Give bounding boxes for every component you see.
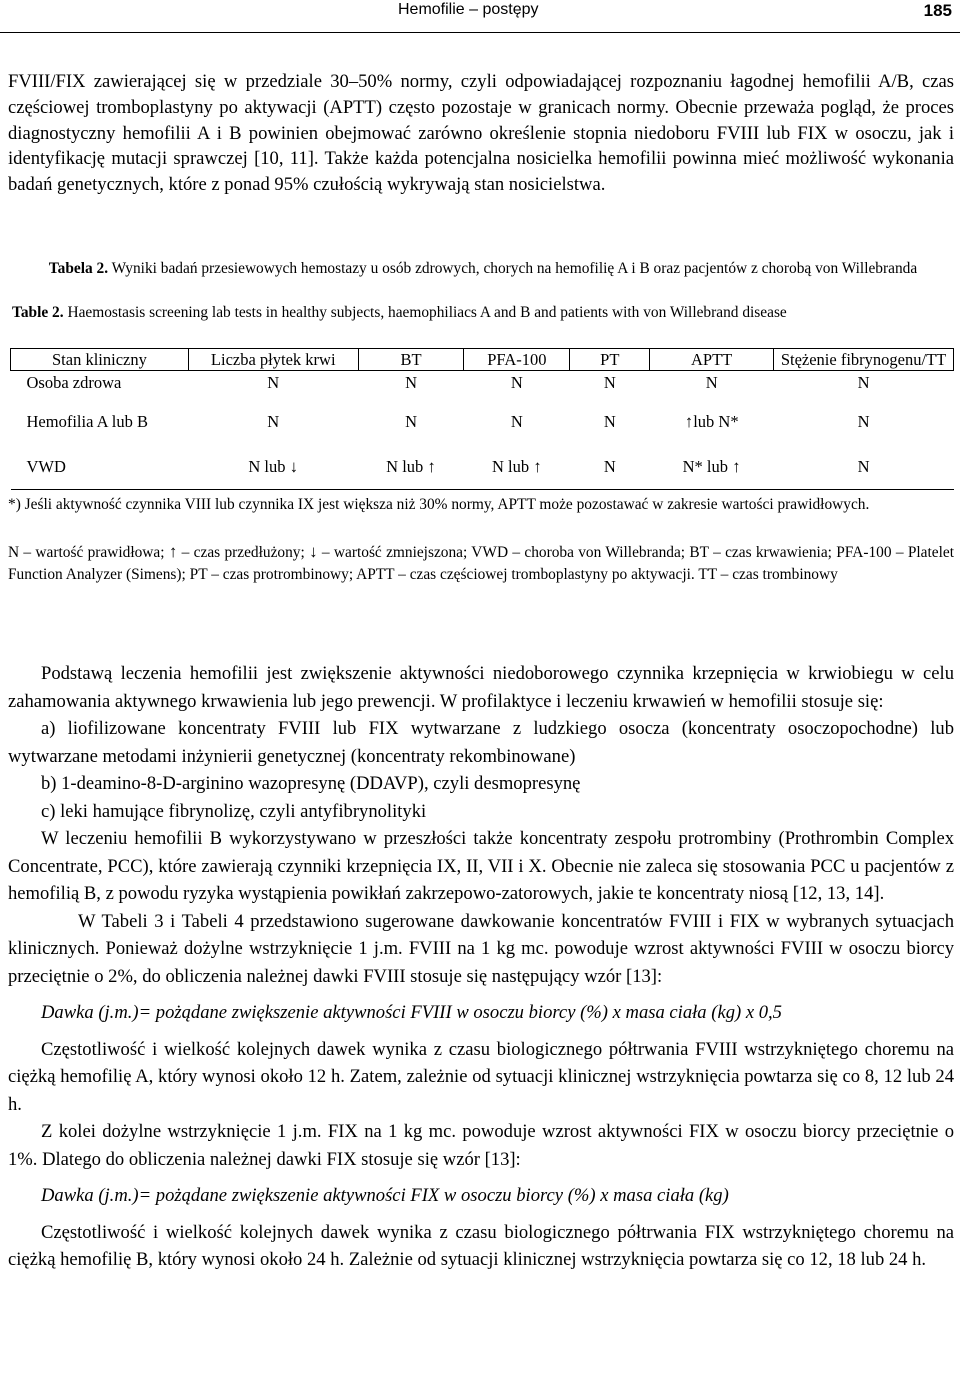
- table-cell: [774, 444, 954, 490]
- table-cell: [188, 399, 358, 444]
- cell-text: N: [405, 373, 417, 392]
- paragraph-treatment: Podstawą leczenia hemofilii jest zwiększenie aktywności niedoborowego czynnika krzepnięcia w krwiobiegu w celu zahamowania aktywnego krwawienia lub jego prewencji. W profilaktyce i leczeniu krwawień w hemofilii stosuje się:: [8, 663, 954, 712]
- main-body: [8, 660, 954, 1274]
- cell-text: N: [705, 373, 718, 392]
- table-legend: [8, 541, 954, 585]
- legend-text: N – wartość prawidłowa;: [8, 544, 169, 561]
- table-header-cell: PT: [570, 349, 650, 371]
- table-cell: [464, 399, 570, 444]
- legend-text: – wartość zmniejszona; VWD – choroba von Willebranda; BT – czas krwawienia; PFA-100 – Platelet Function Analyzer (Simens); PT – czas protrombinowy; APTT – czas częściowej tromboplastyny po aktywacji. TT – czas trombinowy: [8, 544, 954, 583]
- caption-label-en: Table 2.: [12, 304, 64, 321]
- table-cell: [650, 444, 774, 490]
- table-header-cell: Stan kliniczny: [11, 349, 189, 371]
- cell-text: N: [510, 411, 523, 431]
- cell-text: N: [510, 373, 523, 392]
- arrow-down-icon: ↓: [309, 542, 318, 561]
- table-cell: [464, 371, 570, 400]
- table-cell: [650, 371, 774, 400]
- page-number: 185: [923, 1, 952, 20]
- row-label: Hemofilia A lub B: [26, 411, 148, 431]
- arrow-down-icon: ↓: [289, 456, 299, 476]
- paragraph-fviii-frequency: Częstotliwość i wielkość kolejnych dawek wynika z czasu biologicznego półtrwania FVIII wstrzykniętego choremu na ciężką hemofilię A, który wynosi około 12 h. Zatem, zależnie od sytuacji klinicznej wstrzyknięcia powtarza się co 8, 12 lub 24 h.: [8, 1038, 954, 1115]
- cell-text: N: [603, 411, 616, 431]
- cell-text: N: [857, 456, 870, 476]
- arrow-up-icon: ↑: [684, 411, 694, 431]
- table-header-cell: Stężenie fibrynogenu/TT: [774, 349, 954, 371]
- table-header-cell: PFA-100: [464, 349, 570, 371]
- list-item-b: b) 1-deamino-8-D-arginino wazopresynę (DDAVP), czyli desmopresynę: [41, 773, 581, 794]
- cell-text: N: [603, 373, 616, 392]
- table-header-row: [11, 349, 954, 371]
- arrow-up-icon: ↑: [732, 456, 741, 476]
- formula-fix: Dawka (j.m.)= pożądane zwiększenie aktywności FIX w osoczu biorcy (%) x masa ciała (kg): [41, 1185, 729, 1206]
- cell-text: N lub: [386, 456, 428, 476]
- table-cell: [570, 399, 650, 444]
- table-cell: [358, 444, 464, 490]
- list-item-a: a) liofilizowane koncentraty FVIII lub FIX wytwarzane z ludzkiego osocza (koncentraty osoczopochodne) lub wytwarzane metodami inżynierii genetycznej (koncentraty rekombinowane): [8, 718, 954, 767]
- table-caption-en: [12, 303, 954, 323]
- hemostasis-table: [10, 348, 954, 490]
- table-cell: [774, 399, 954, 444]
- paragraph-intro: FVIII/FIX zawierającej się w przedziale 30–50% normy, czyli odpowiadającej rozpoznaniu łagodnej hemofilii A/B, czas częściowej tromboplastyny po aktywacji (APTT) często pozostaje w granicach normy. Obecnie przeważa pogląd, że proces diagnostyczny hemofilii A i B powinien obejmować zarówno określenie stopnia niedoboru FVIII lub FIX w osoczu, jak i identyfikację mutacji sprawczej [10, 11]. Także każda potencjalna nosicielka hemofilii powinna mieć możliwość wykonania badań genetycznych, które z ponad 95% czułością wykrywają stan nosicielstwa.: [8, 71, 954, 196]
- cell-text: N lub: [248, 456, 290, 476]
- paragraph-fix-frequency: Częstotliwość i wielkość kolejnych dawek wynika z czasu biologicznego półtrwania FIX wstrzykniętego choremu na ciężką hemofilię B, który wynosi około 24 h. Zależnie od sytuacji klinicznej wstrzyknięcia powtarza się co 12, 18 lub 24 h.: [8, 1221, 954, 1270]
- cell-text: N: [405, 411, 417, 431]
- table-header-cell: APTT: [650, 349, 774, 371]
- caption-label-pl: Tabela 2.: [48, 260, 109, 277]
- arrow-up-icon: ↑: [533, 456, 542, 476]
- cell-text: N lub: [492, 456, 534, 476]
- legend-text: – czas przedłużony;: [177, 544, 310, 561]
- caption-text-pl: Wyniki badań przesiewowych hemostazy u osób zdrowych, chorych na hemofilię A i B oraz pacjentów z chorobą von Willebranda: [108, 260, 918, 277]
- row-label: VWD: [11, 444, 189, 490]
- table-cell: [464, 444, 570, 490]
- cell-text: N* lub: [682, 456, 733, 476]
- paragraph-dosing: W Tabeli 3 i Tabeli 4 przedstawiono sugerowane dawkowanie koncentratów FVIII i FIX w wybranych sytuacjach klinicznych. Ponieważ dożylne wstrzyknięcie 1 j.m. FVIII na 1 kg mc. powoduje wzrost aktywności FVIII w osoczu biorcy przeciętnie o 2%, do obliczenia należnej dawki FVIII stosuje się następujący wzór [13]:: [8, 910, 954, 987]
- table-row: [11, 371, 954, 400]
- cell-text: N: [267, 411, 280, 431]
- table-caption-pl: [12, 259, 954, 279]
- cell-text: N: [857, 373, 870, 392]
- table-cell: [570, 444, 650, 490]
- table-header-cell: BT: [358, 349, 464, 371]
- table-row: [11, 444, 954, 490]
- paragraph-pcc: W leczeniu hemofilii B wykorzystywano w przeszłości także koncentraty zespołu protrombiny (Prothrombin Complex Concentrate, PCC), które zawierają czynniki krzepnięcia IX, II, VII i X. Obecnie nie zaleca się stosowania PCC u pacjentów z hemofilią B, z powodu ryzyka wystąpienia powikłań zakrzepowo-zatorowych, jakie te koncentraty niosą [12, 13, 14].: [8, 828, 954, 904]
- table-header-cell: Liczba płytek krwi: [188, 349, 358, 371]
- cell-text: N: [857, 411, 870, 431]
- formula-fviii: Dawka (j.m.)= pożądane zwiększenie aktywności FVIII w osoczu biorcy (%) x masa ciała (kg) x 0,5: [41, 1002, 782, 1023]
- row-label: Osoba zdrowa: [26, 373, 122, 392]
- table-row: [11, 399, 954, 444]
- header-rule: [0, 32, 960, 33]
- table-cell: [650, 399, 774, 444]
- cell-text: N: [603, 456, 616, 476]
- caption-text-en: Haemostasis screening lab tests in healthy subjects, haemophiliacs A and B and patients with von Willebrand disease: [63, 304, 787, 321]
- cell-text: lub N*: [693, 411, 739, 431]
- paragraph-fix: Z kolei dożylne wstrzyknięcie 1 j.m. FIX na 1 kg mc. powoduje wzrost aktywności FIX w osoczu biorcy przeciętnie o 1%. Dlatego do obliczenia należnej dawki FIX stosuje się wzór [13]:: [8, 1121, 954, 1170]
- table-footnote: *) Jeśli aktywność czynnika VIII lub czynnika IX jest większa niż 30% normy, APTT może pozostawać w zakresie wartości prawidłowych.: [8, 496, 870, 513]
- table-cell: [570, 371, 650, 400]
- table-cell: [188, 444, 358, 490]
- table-cell: [358, 399, 464, 444]
- table-cell: [774, 371, 954, 400]
- running-title: Hemofilie – postępy: [398, 1, 539, 18]
- list-item-c: c) leki hamujące fibrynolizę, czyli antyfibrynolityki: [41, 800, 427, 822]
- table-cell: [358, 371, 464, 400]
- cell-text: N: [267, 373, 280, 392]
- arrow-up-icon: ↑: [168, 542, 178, 561]
- arrow-up-icon: ↑: [427, 456, 436, 476]
- page-header: [0, 0, 960, 32]
- table-cell: [188, 371, 358, 400]
